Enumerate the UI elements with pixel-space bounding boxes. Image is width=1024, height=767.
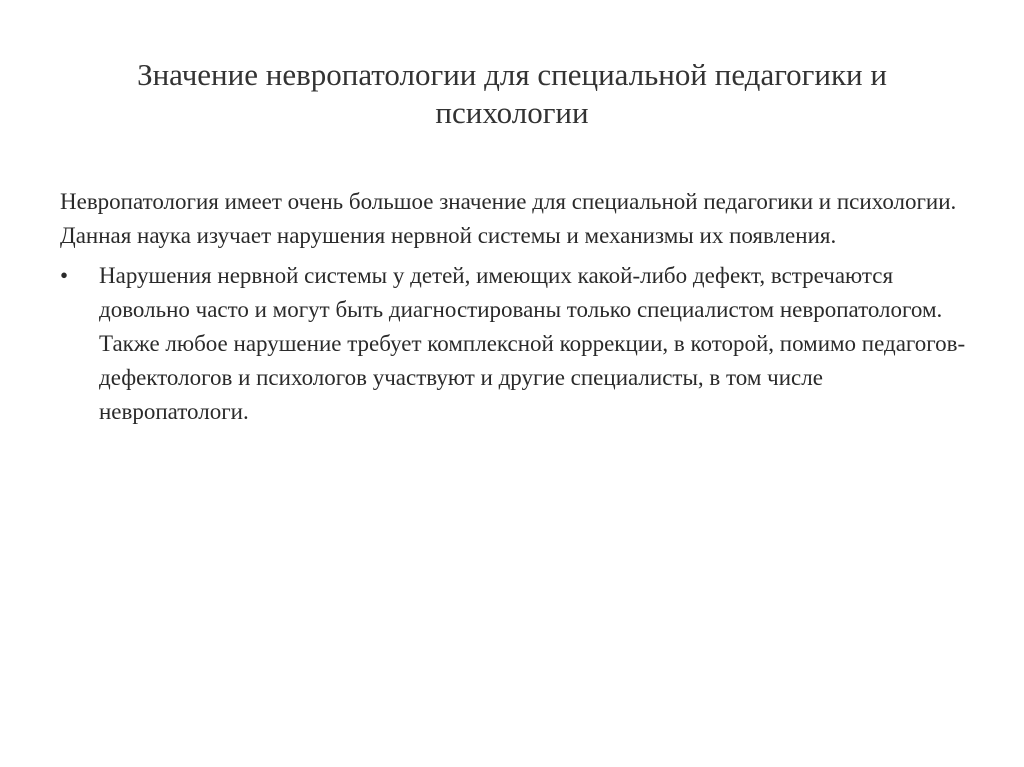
bullet-marker: • <box>60 263 69 288</box>
bullet-item <box>60 259 970 429</box>
title-area <box>60 56 964 132</box>
intro-paragraph: Невропатология имеет очень большое значение для специальной педагогики и психологии. Данная наука изучает нарушения нервной системы и механизмы их появления. <box>60 189 957 248</box>
slide-title: Значение невропатологии для специальной педагогики и психологии <box>137 57 887 130</box>
bullet-list <box>60 259 970 429</box>
bullet-text: Нарушения нервной системы у детей, имеющих какой-либо дефект, встречаются довольно часто и могут быть диагностированы только специалистом невропатологом. Также любое нарушение требует комплексной коррекции, в которой, помимо педагогов-дефектологов и психологов участвуют и другие специалисты, в том числе невропатологи. <box>99 263 966 424</box>
content-area <box>60 185 970 429</box>
